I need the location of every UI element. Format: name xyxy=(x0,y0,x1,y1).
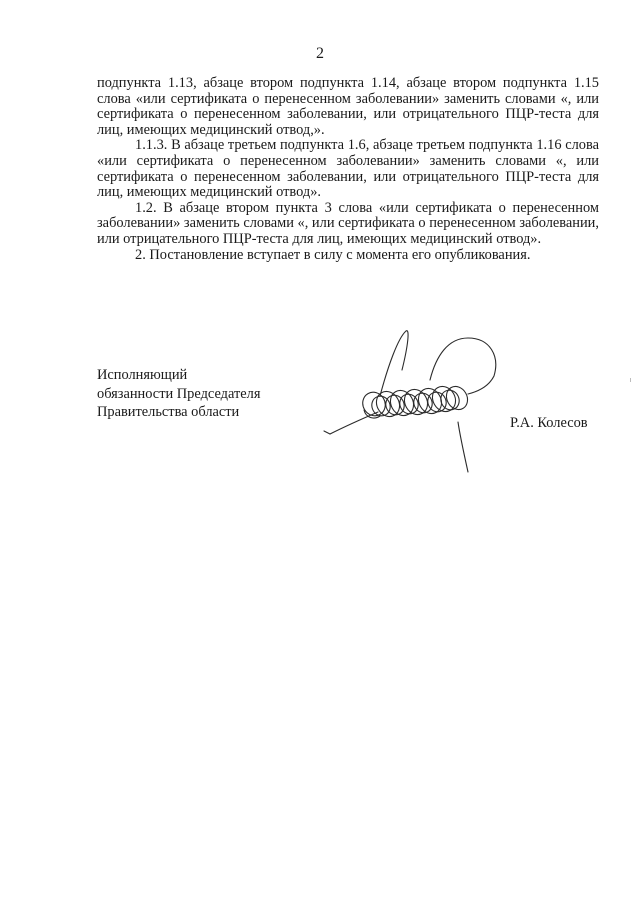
page-number: 2 xyxy=(316,45,324,62)
paragraph-2: 2. Постановление вступает в силу с момента его опубликования. xyxy=(135,246,531,263)
paragraph-1-2: 1.2. В абзаце втором пункта 3 слова «или сертификата о перенесенном заболевании» заменить словами «, или сертификата о перенесенном заболевании, или отрицательного ПЦР-теста для лиц, имеющих медицинский отвод». xyxy=(97,199,599,247)
signer-title-line: Правительства области xyxy=(97,404,240,420)
signer-title-line: обязанности Председателя xyxy=(97,385,261,402)
paragraph-1-1-3: 1.1.3. В абзаце третьем подпункта 1.6, абзаце третьем подпункта 1.16 слова «или сертификата о перенесенном заболевании» заменить словами «, или сертификата о перенесенном заболевании, или отрицательного ПЦР-теста для лиц, имеющих медицинский отвод». xyxy=(97,137,599,201)
signer-name: Р.А. Колесов xyxy=(510,415,588,431)
paragraph-continuation: подпункта 1.13, абзаце втором подпункта 1.14, абзаце втором подпункта 1.15 слова «или сертификата о перенесенном заболевании» заменить словами «, или сертификата о перенесенном заболевании, или отрицательного ПЦР-теста для лиц, имеющих медицинский отвод,». xyxy=(97,75,599,138)
signer-title xyxy=(97,366,260,422)
signer-title-line: Исполняющий xyxy=(97,367,188,383)
document-body xyxy=(97,76,599,263)
scan-speck xyxy=(630,378,631,382)
handwritten-signature xyxy=(318,326,513,481)
